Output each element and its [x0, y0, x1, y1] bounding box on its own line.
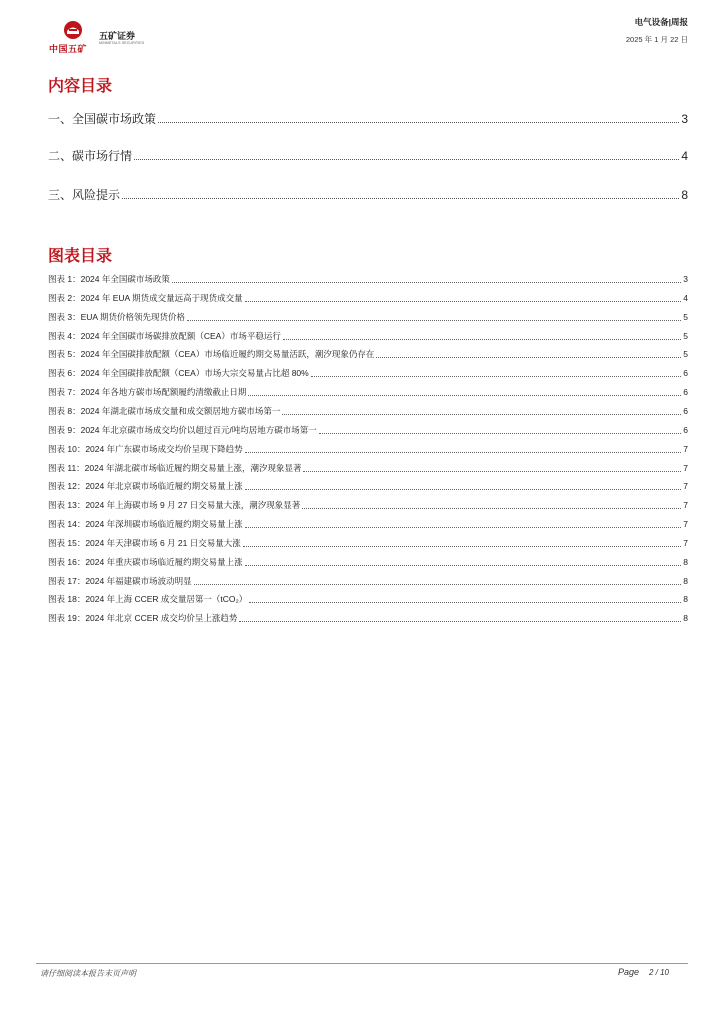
figure-entry-title: 图表 1：2024 年全国碳市场政策	[48, 274, 170, 284]
minmetals-emblem-icon	[63, 20, 83, 40]
report-date: 2025 年 1 月 22 日	[625, 35, 688, 44]
figure-entry[interactable]	[48, 387, 688, 398]
figure-leader-dots	[243, 546, 682, 547]
figure-leader-dots	[194, 584, 682, 585]
figure-entry-title: 图表 4：2024 年全国碳市场碳排放配额（CEA）市场平稳运行	[48, 330, 281, 341]
figure-entry-page: 8	[683, 575, 688, 586]
figure-entry-page: 5	[683, 330, 688, 341]
figure-entry-title: 图表 2：2024 年 EUA 期货成交量远高于现货成交量	[48, 292, 243, 303]
figure-entry[interactable]	[48, 312, 688, 323]
figure-leader-dots	[311, 376, 682, 377]
figure-entry-title: 图表 16：2024 年重庆碳市场临近履约期交易量上涨	[48, 556, 243, 567]
figure-entry-page: 6	[683, 368, 688, 379]
footer-disclaimer: 请仔细阅读本报告末页声明	[40, 969, 136, 978]
figure-leader-dots	[302, 508, 681, 509]
figure-entry-title: 图表 15：2024 年天津碳市场 6 月 21 日交易量大涨	[48, 537, 241, 548]
page-header	[0, 0, 724, 60]
figure-entry-title: 图表 5：2024 年全国碳排放配额（CEA）市场临近履约期交易量活跃，潮汐现象仍存在	[48, 349, 375, 360]
figure-entry-title: 图表 12：2024 年北京碳市场临近履约期交易量上涨	[48, 481, 243, 492]
figure-entry[interactable]	[48, 463, 688, 474]
toc-entry-page: 4	[681, 149, 688, 163]
figure-entry[interactable]	[48, 519, 688, 530]
toc-entry-page: 3	[681, 112, 688, 126]
figure-leader-dots	[249, 602, 681, 603]
toc-entry[interactable]	[48, 149, 688, 163]
figure-entry-page: 7	[683, 462, 688, 473]
figure-entry-page: 6	[683, 424, 688, 435]
figure-leader-dots	[248, 395, 681, 396]
figure-entry[interactable]	[48, 368, 688, 379]
logo-securities-text: 五矿证券	[99, 31, 136, 41]
toc-entry[interactable]	[48, 188, 688, 202]
figure-entry-page: 5	[683, 311, 688, 322]
figure-entry-title: 图表 17：2024 年福建碳市场波动明显	[48, 575, 192, 586]
figure-entry[interactable]	[48, 274, 688, 285]
footer-divider	[36, 963, 688, 964]
figure-entry[interactable]	[48, 500, 688, 511]
figure-leader-dots	[187, 320, 681, 321]
figure-leader-dots	[239, 621, 681, 622]
figure-entry-page: 3	[683, 274, 688, 284]
figures-title: 图表目录	[48, 246, 113, 265]
toc-entry[interactable]	[48, 112, 688, 126]
figure-entry[interactable]	[48, 613, 688, 624]
figure-entry-page: 7	[683, 481, 688, 492]
toc-leader-dots	[134, 159, 679, 160]
figure-leader-dots	[245, 527, 682, 528]
contents-title: 内容目录	[48, 76, 113, 95]
figure-entry-title: 图表 9：2024 年北京碳市场成交均价以超过百元/吨均居地方碳市场第一	[48, 424, 317, 435]
figure-entry[interactable]	[48, 444, 688, 455]
figure-entry-page: 6	[683, 405, 688, 416]
figure-leader-dots	[245, 301, 682, 302]
logo-text: 中国五矿	[49, 44, 88, 54]
figure-entry-page: 7	[683, 500, 688, 511]
figure-entry-title: 图表 7：2024 年各地方碳市场配额履约清缴截止日期	[48, 387, 247, 398]
logo-securities-en-text: MINMETALS SECURITIES	[99, 41, 145, 45]
figure-leader-dots	[172, 282, 681, 283]
toc-entry-page: 8	[681, 188, 688, 202]
figure-entry-page: 7	[683, 443, 688, 454]
toc-entry-title: 一、全国碳市场政策	[48, 112, 157, 126]
figure-leader-dots	[376, 357, 681, 358]
figure-leader-dots	[245, 565, 682, 566]
figure-entry-page: 5	[683, 349, 688, 360]
page-label: Page	[617, 967, 639, 977]
figure-entry[interactable]	[48, 406, 688, 417]
header-meta	[626, 16, 688, 45]
figure-entry-page: 4	[683, 292, 688, 303]
figure-entry[interactable]	[48, 349, 688, 360]
figure-entry-title: 图表 6：2024 年全国碳排放配额（CEA）市场大宗交易量占比超 80%	[48, 368, 309, 379]
figure-entry[interactable]	[48, 538, 688, 549]
toc-leader-dots	[122, 198, 679, 199]
figure-entry-page: 8	[683, 613, 688, 624]
figure-leader-dots	[283, 339, 681, 340]
figure-entry[interactable]	[48, 425, 688, 436]
figure-entry-page: 6	[683, 387, 688, 398]
figure-entry[interactable]	[48, 331, 688, 342]
company-logo	[45, 20, 155, 56]
figure-entry-title: 图表 13：2024 年上海碳市场 9 月 27 日交易量大涨，潮汐现象显著	[48, 500, 301, 511]
footer-page	[618, 967, 669, 977]
toc-entry-title: 二、碳市场行情	[48, 149, 133, 163]
figure-leader-dots	[319, 433, 682, 434]
figure-entry[interactable]	[48, 481, 688, 492]
figure-leader-dots	[282, 414, 681, 415]
figure-entry-page: 8	[683, 594, 688, 605]
figure-entry-title: 图表 10：2024 年广东碳市场成交均价呈现下降趋势	[48, 443, 243, 454]
figure-entry[interactable]	[48, 557, 688, 568]
figure-entry-title: 图表 18：2024 年上海 CCER 成交量居第一（tCO₂）	[48, 594, 248, 605]
report-category: 电气设备|周报	[634, 17, 688, 27]
toc-leader-dots	[158, 122, 679, 123]
figure-entry-title: 图表 19：2024 年北京 CCER 成交均价呈上涨趋势	[48, 613, 238, 624]
figure-leader-dots	[245, 489, 682, 490]
figure-entry-page: 7	[683, 537, 688, 548]
figure-entry[interactable]	[48, 594, 688, 605]
page-number: 2 / 10	[648, 968, 669, 977]
figure-entry-page: 7	[683, 519, 688, 530]
figure-entry-title: 图表 14：2024 年深圳碳市场临近履约期交易量上涨	[48, 519, 243, 530]
figure-entry-title: 图表 11：2024 年湖北碳市场临近履约期交易量上涨，潮汐现象显著	[48, 462, 302, 473]
figure-entry-title: 图表 8：2024 年湖北碳市场成交量和成交额居地方碳市场第一	[48, 405, 281, 416]
figure-leader-dots	[245, 452, 682, 453]
figure-entry[interactable]	[48, 576, 688, 587]
figure-entry-page: 8	[683, 556, 688, 567]
toc-entry-title: 三、风险提示	[48, 188, 121, 202]
figure-entry[interactable]	[48, 293, 688, 304]
figure-entry-title: 图表 3：EUA 期货价格领先现货价格	[48, 311, 185, 322]
figure-leader-dots	[303, 471, 681, 472]
